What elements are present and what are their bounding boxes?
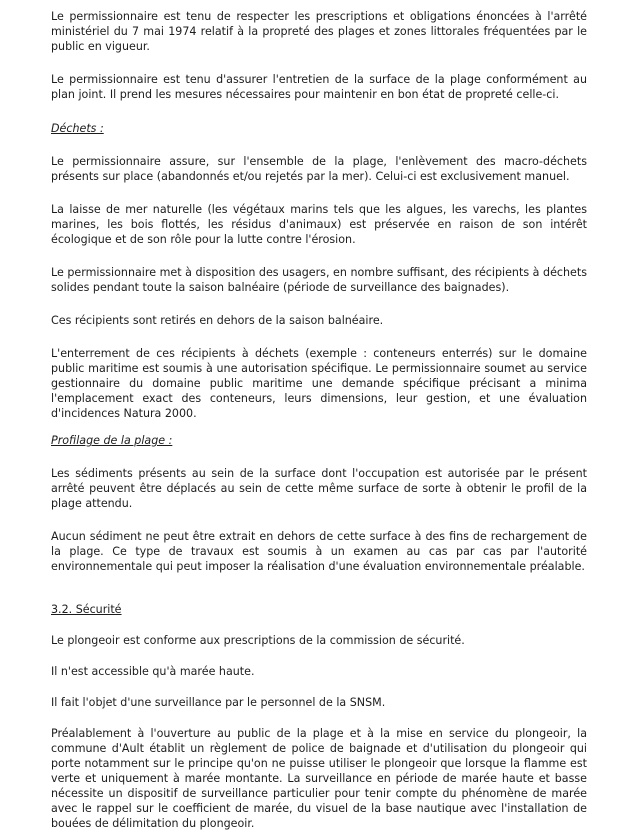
paragraph-macro-dechets: Le permissionnaire assure, sur l'ensemble de la plage, l'enlèvement des macro-déchets présents sur place (abandonnés et/ou rejetés par la mer). Celui-ci est exclusivement manuel. — [51, 155, 587, 183]
paragraph-entretien-surface: Le permissionnaire est tenu d'assurer l'entretien de la surface de la plage conformément au plan joint. Il prend les mesures nécessaires pour maintenir en bon état de propreté celle-ci. — [51, 73, 587, 101]
paragraph-sediments-extraction: Aucun sédiment ne peut être extrait en dehors de cette surface à des fins de rechargement de la plage. Ce type de travaux est soumis à un examen au cas par cas par l'autorité environnementale qui peut imposer la réalisation d'une évaluation environnementale préalable. — [51, 530, 587, 573]
paragraph-maree-haute: Il n'est accessible qu'à marée haute. — [51, 665, 255, 678]
paragraph-laisse-de-mer: La laisse de mer naturelle (les végétaux marins tels que les algues, les varechs, les plantes marines, les bois flottés, les résidus d'animaux) est préservée en raison de son intérêt écologique et de son rôle pour la lutte contre l'érosion. — [51, 203, 587, 246]
paragraph-recipients-dechets: Le permissionnaire met à disposition des usagers, en nombre suffisant, des récipients à déchets solides pendant toute la saison balnéaire (période de surveillance des baignades). — [51, 266, 587, 294]
paragraph-enterrement-recipients: L'enterrement de ces récipients à déchets (exemple : conteneurs enterrés) sur le domaine public maritime est soumis à une autorisation spécifique. Le permissionnaire soumet au service gestionnaire du domaine public maritime une demande spécifique précisant a minima l'emplacement exact des conteneurs, leurs dimensions, leur gestion, et une évaluation d'incidences Natura 2000. — [51, 347, 587, 420]
paragraph-surveillance-snsm: Il fait l'objet d'une surveillance par le personnel de la SNSM. — [51, 696, 386, 709]
heading-dechets: Déchets : — [51, 122, 104, 135]
paragraph-reglement-police: Préalablement à l'ouverture au public de la plage et à la mise en service du plongeoir, la commune d'Ault établit un règlement de police de baignade et d'utilisation du plongeoir qui porte notamment sur le principe qu'on ne puisse utiliser le plongeoir que lorsque la flamme est verte et uniquement à marée montante. La surveillance en période de marée haute et basse nécessite un dispositif de surveillance particulier pour tenir compte du phénomène de marée avec le rappel sur le coefficient de marée, du visuel de la base nautique avec l'installation de bouées de délimitation du plongeoir. — [51, 727, 587, 830]
paragraph-recipients-retires: Ces récipients sont retirés en dehors de la saison balnéaire. — [51, 314, 384, 327]
document-page — [51, 9, 587, 831]
heading-securite: 3.2. Sécurité — [51, 603, 122, 616]
heading-profilage: Profilage de la plage : — [51, 434, 173, 447]
paragraph-sediments-deplaces: Les sédiments présents au sein de la surface dont l'occupation est autorisée par le présent arrêté peuvent être déplacés au sein de cette même surface de sorte à obtenir le profil de la plage attendu. — [51, 467, 587, 510]
paragraph-proprete-prescriptions: Le permissionnaire est tenu de respecter les prescriptions et obligations énoncées à l'arrêté ministériel du 7 mai 1974 relatif à la propreté des plages et zones littorales fréquentées par le public en vigueur. — [51, 10, 587, 53]
paragraph-plongeoir-conforme: Le plongeoir est conforme aux prescriptions de la commission de sécurité. — [51, 634, 465, 647]
